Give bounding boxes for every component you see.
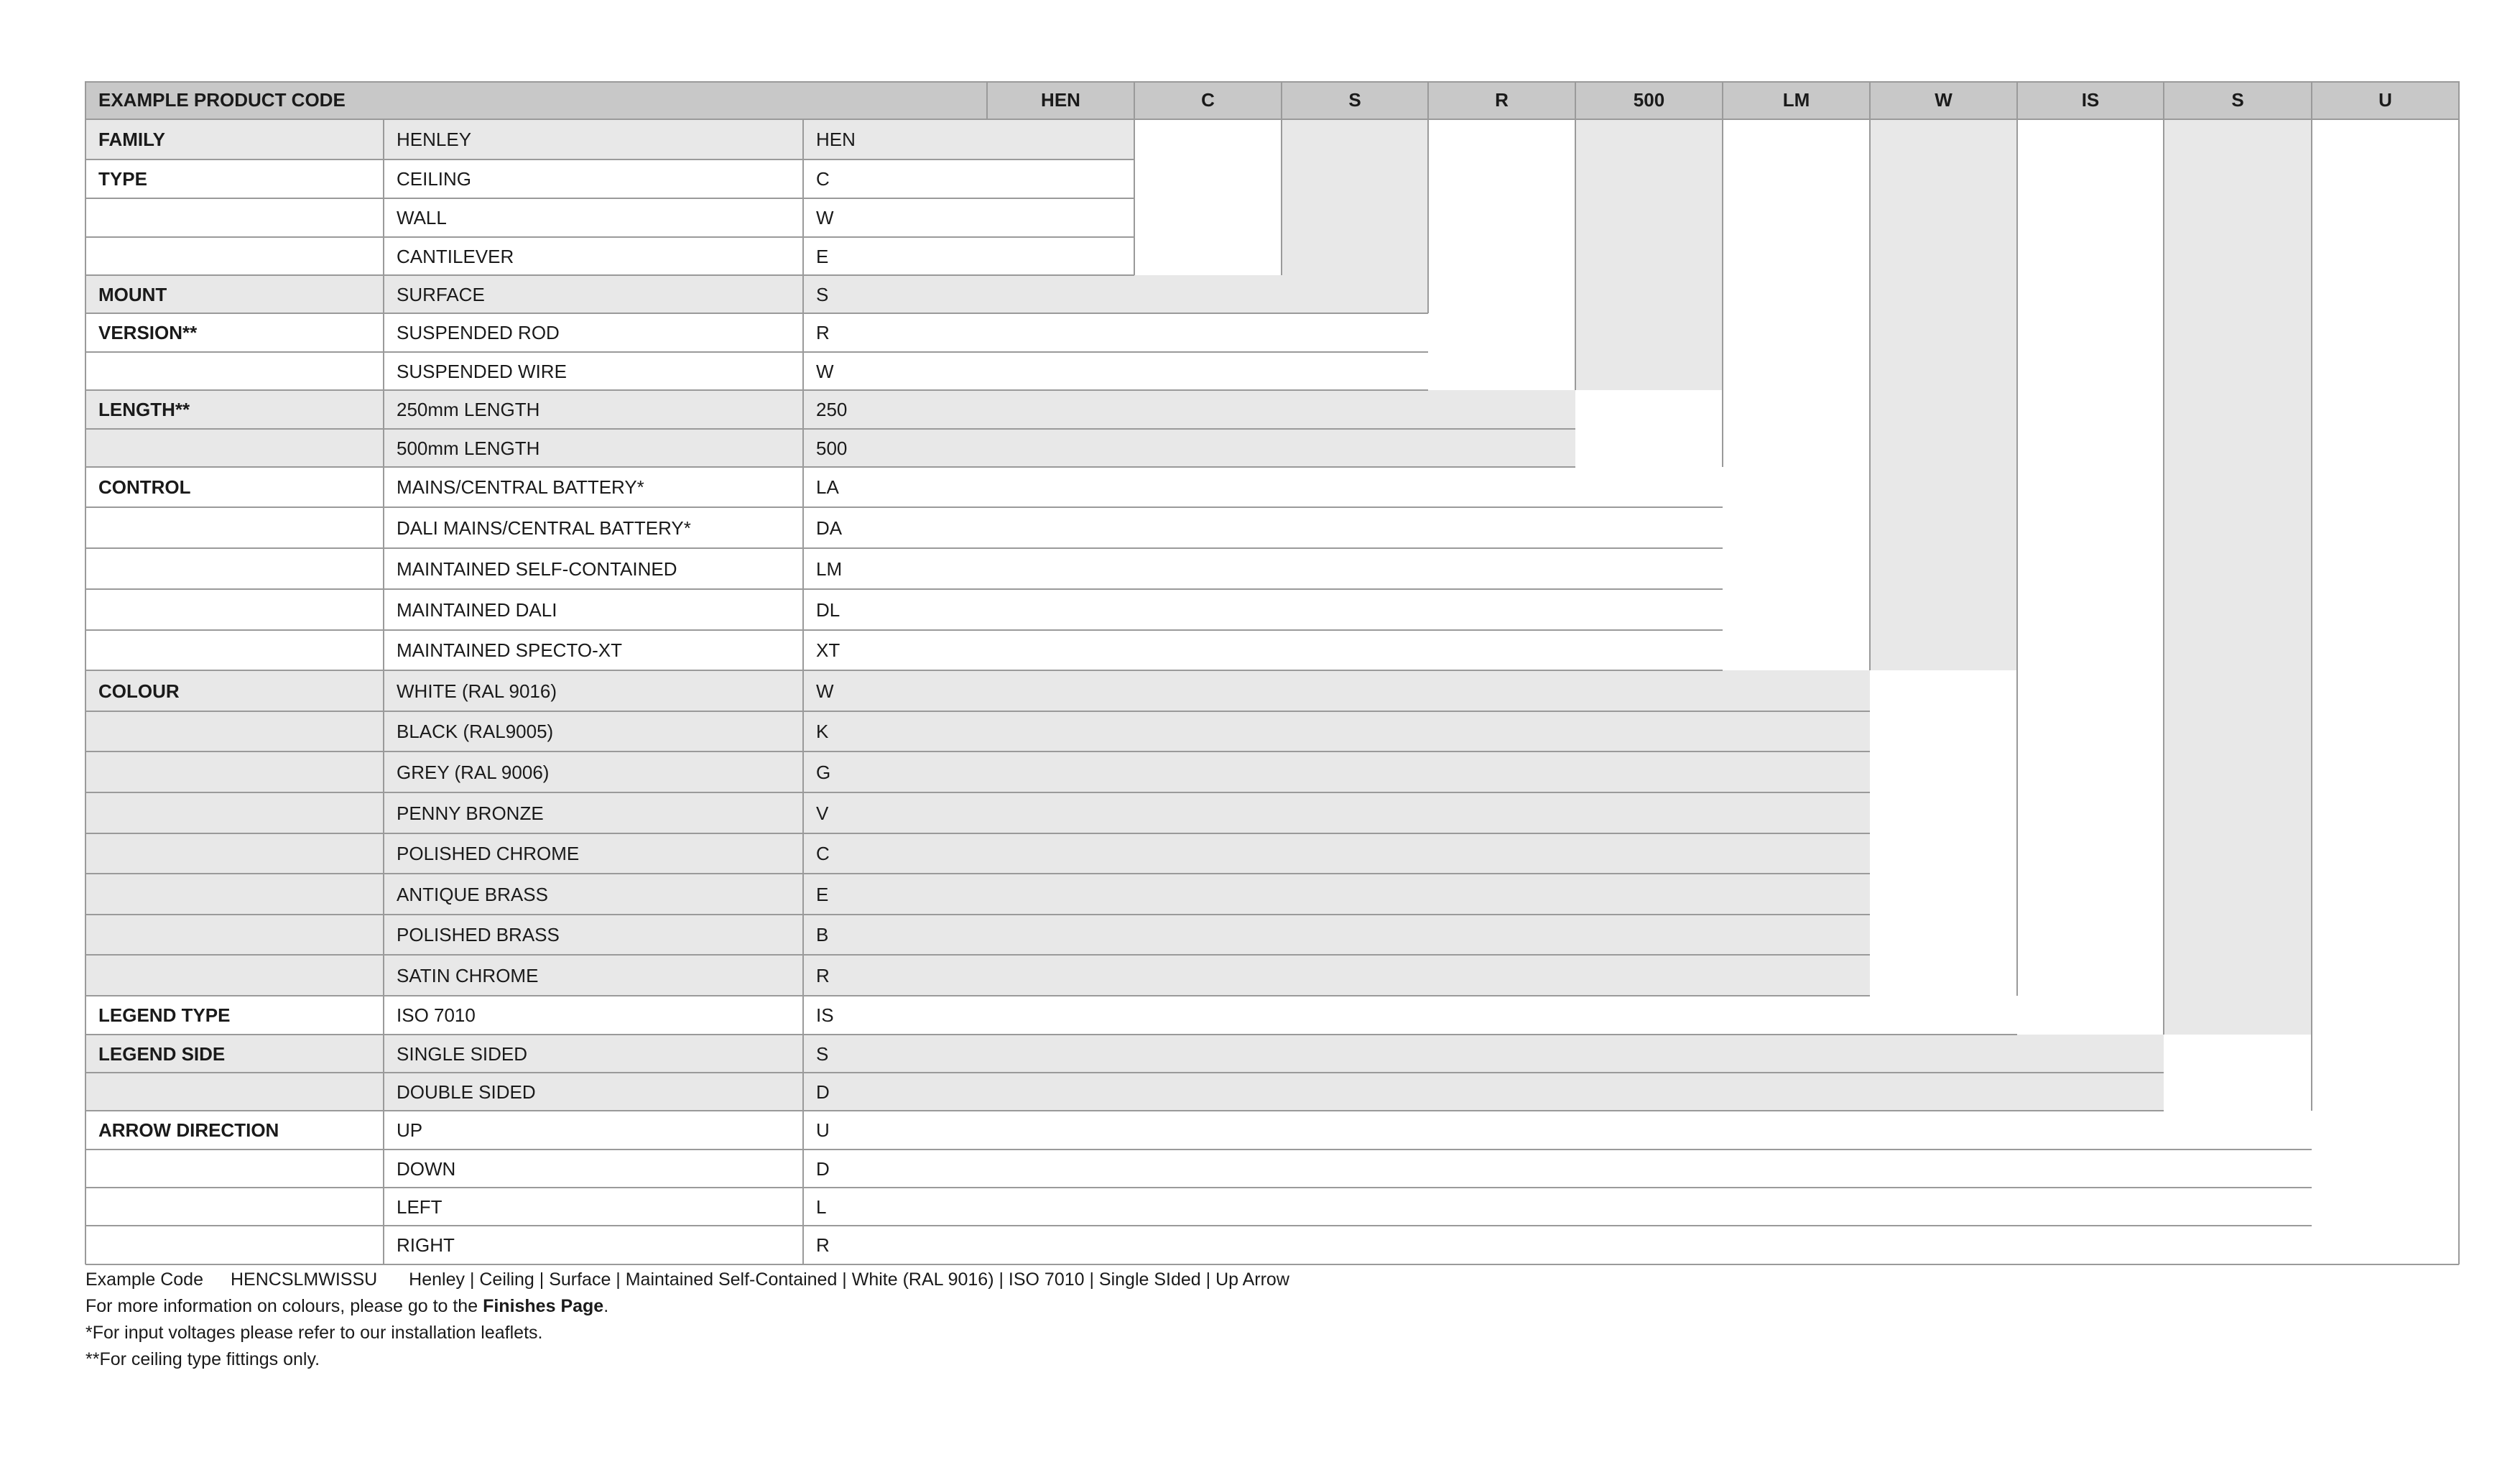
row-option-label: SATIN CHROME <box>397 965 539 986</box>
row-rule <box>85 873 1870 874</box>
row-code-value: D <box>816 1081 830 1103</box>
row-rule <box>85 588 1723 590</box>
row-rule <box>85 792 1870 793</box>
code-column-band <box>1575 119 1723 390</box>
row-band <box>85 119 1134 159</box>
row-option-label: CEILING <box>397 168 472 190</box>
row-option-label: POLISHED CHROME <box>397 843 580 864</box>
row-code-value: LM <box>816 558 843 580</box>
row-rule <box>85 236 1134 238</box>
row-code-value: R <box>816 322 830 343</box>
row-category-label: LENGTH** <box>98 399 190 420</box>
row-rule <box>85 507 1723 508</box>
row-rule <box>85 1149 2312 1150</box>
row-rule <box>85 1225 2312 1226</box>
header-divider <box>1134 81 1135 119</box>
row-band <box>85 915 1870 955</box>
row-option-label: MAINTAINED DALI <box>397 599 557 621</box>
row-band <box>85 275 1428 313</box>
row-code-value: L <box>816 1196 827 1218</box>
row-band <box>85 833 1870 874</box>
row-option-label: UP <box>397 1119 423 1141</box>
row-code-value: U <box>816 1119 830 1141</box>
row-code-value: IS <box>816 1004 834 1026</box>
header-divider <box>1427 81 1429 119</box>
code-column-rule <box>1575 119 1576 390</box>
code-column-rule <box>1722 119 1723 467</box>
header-divider <box>1575 81 1576 119</box>
row-rule <box>85 914 1870 915</box>
row-option-label: HENLEY <box>397 129 472 150</box>
finishes-page-link[interactable]: Finishes Page <box>483 1296 604 1316</box>
row-code-value: S <box>816 284 829 305</box>
header-code-cell: 500 <box>1575 81 1723 119</box>
row-rule <box>85 351 1428 353</box>
header-code-cell: C <box>1134 81 1282 119</box>
row-option-label: ANTIQUE BRASS <box>397 884 548 905</box>
row-category-label: COLOUR <box>98 680 180 702</box>
row-band <box>85 711 1870 751</box>
header-label-cell: EXAMPLE PRODUCT CODE <box>85 81 987 119</box>
example-code-line <box>85 1269 1289 1290</box>
row-option-label: ISO 7010 <box>397 1004 476 1026</box>
code-column-rule <box>2163 119 2164 1035</box>
row-code-value: 500 <box>816 438 848 459</box>
row-rule <box>85 159 1134 160</box>
row-code-value: D <box>816 1158 830 1180</box>
row-code-value: 250 <box>816 399 848 420</box>
row-category-label: TYPE <box>98 168 147 190</box>
finishes-note-text: For more information on colours, please go to the <box>85 1296 483 1316</box>
row-option-label: WALL <box>397 207 447 228</box>
header-code-cell: S <box>1282 81 1428 119</box>
row-category-label: FAMILY <box>98 129 165 150</box>
header-divider <box>2163 81 2164 119</box>
row-category-label: CONTROL <box>98 476 191 498</box>
row-category-label: VERSION** <box>98 322 198 343</box>
row-rule <box>85 1072 2164 1073</box>
code-column-rule <box>2016 119 2018 996</box>
row-code-value: HEN <box>816 129 856 150</box>
row-rule <box>85 313 1428 314</box>
header-code-cell: HEN <box>987 81 1134 119</box>
row-option-label: SUSPENDED ROD <box>397 322 560 343</box>
row-option-label: DOWN <box>397 1158 456 1180</box>
code-column-band <box>1870 119 2017 670</box>
row-code-value: DA <box>816 517 843 539</box>
row-code-value: XT <box>816 639 840 661</box>
table-right-rule <box>2458 81 2460 1264</box>
row-rule <box>85 1187 2312 1188</box>
row-code-value: V <box>816 802 829 824</box>
row-rule <box>85 711 1870 712</box>
example-code-label: Example Code <box>85 1269 203 1290</box>
row-code-value: E <box>816 246 829 267</box>
row-option-label: SINGLE SIDED <box>397 1043 528 1065</box>
row-option-label: POLISHED BRASS <box>397 924 560 945</box>
row-option-label: GREY (RAL 9006) <box>397 762 550 783</box>
row-rule <box>85 629 1723 631</box>
row-code-value: E <box>816 884 829 905</box>
row-category-label: ARROW DIRECTION <box>98 1119 279 1141</box>
row-code-value: W <box>816 207 834 228</box>
row-category-label: LEGEND SIDE <box>98 1043 226 1065</box>
code-column-band <box>1282 119 1428 275</box>
code-column-rule <box>1869 119 1871 670</box>
ceiling-note: **For ceiling type fittings only. <box>85 1349 320 1369</box>
row-band <box>85 751 1870 792</box>
row-band <box>85 955 1870 996</box>
row-option-label: WHITE (RAL 9016) <box>397 680 557 702</box>
row-band <box>85 792 1870 833</box>
header-code-cell: U <box>2312 81 2459 119</box>
row-code-value: LA <box>816 476 839 498</box>
header-bottom-rule <box>85 119 2459 120</box>
header-divider <box>1869 81 1871 119</box>
row-code-value: K <box>816 721 829 742</box>
row-rule <box>85 833 1870 834</box>
column-rule <box>802 119 804 1264</box>
row-option-label: MAINS/CENTRAL BATTERY* <box>397 476 644 498</box>
header-code-cell: LM <box>1723 81 1870 119</box>
row-code-value: R <box>816 1234 830 1256</box>
finishes-note <box>85 1296 608 1317</box>
row-rule <box>85 995 1870 996</box>
row-rule <box>85 1110 2164 1111</box>
example-code-description: Henley | Ceiling | Surface | Maintained Self-Contained | White (RAL 9016) | ISO 7010 | Single SIded | Up Arrow <box>409 1269 1289 1290</box>
header-divider <box>986 81 988 119</box>
header-divider <box>2016 81 2018 119</box>
row-rule <box>85 466 1575 468</box>
column-rule <box>383 119 384 1264</box>
row-category-label: LEGEND TYPE <box>98 1004 231 1026</box>
header-code-cell: S <box>2164 81 2312 119</box>
header-code-cell: IS <box>2017 81 2164 119</box>
row-option-label: 500mm LENGTH <box>397 438 540 459</box>
row-option-label: LEFT <box>397 1196 443 1218</box>
row-code-value: W <box>816 680 834 702</box>
row-code-value: C <box>816 843 830 864</box>
row-rule <box>85 1034 2017 1035</box>
code-column-band <box>2164 119 2312 1035</box>
code-column-rule <box>1427 119 1429 313</box>
row-option-label: BLACK (RAL9005) <box>397 721 554 742</box>
row-option-label: DOUBLE SIDED <box>397 1081 536 1103</box>
code-column-rule <box>1281 119 1282 275</box>
header-code-cell: W <box>1870 81 2017 119</box>
row-rule <box>85 547 1723 549</box>
row-code-value: C <box>816 168 830 190</box>
row-option-label: 250mm LENGTH <box>397 399 540 420</box>
header-code-cell: R <box>1428 81 1575 119</box>
code-column-rule <box>2311 119 2312 1111</box>
row-band <box>85 874 1870 915</box>
row-rule <box>85 670 1723 671</box>
row-code-value: DL <box>816 599 840 621</box>
finishes-note-suffix: . <box>603 1296 609 1316</box>
row-rule <box>85 428 1575 430</box>
row-rule <box>85 1264 2312 1265</box>
code-column-rule <box>1134 119 1135 275</box>
row-option-label: MAINTAINED SPECTO-XT <box>397 639 622 661</box>
row-option-label: RIGHT <box>397 1234 455 1256</box>
voltage-note: *For input voltages please refer to our installation leaflets. <box>85 1323 543 1343</box>
row-rule <box>85 389 1428 391</box>
header-divider <box>1722 81 1723 119</box>
row-option-label: SUSPENDED WIRE <box>397 361 567 382</box>
row-band <box>85 670 1870 711</box>
row-rule <box>85 954 1870 956</box>
table-bottom-rule <box>2312 1264 2459 1265</box>
row-code-value: B <box>816 924 829 945</box>
table-left-rule <box>85 81 86 1264</box>
row-option-label: MAINTAINED SELF-CONTAINED <box>397 558 677 580</box>
header-divider <box>2311 81 2312 119</box>
row-code-value: G <box>816 762 831 783</box>
row-rule <box>85 751 1870 752</box>
row-code-value: S <box>816 1043 829 1065</box>
row-option-label: SURFACE <box>397 284 485 305</box>
row-option-label: DALI MAINS/CENTRAL BATTERY* <box>397 517 691 539</box>
row-rule <box>85 198 1134 199</box>
header-divider <box>1281 81 1282 119</box>
row-code-value: R <box>816 965 830 986</box>
row-option-label: CANTILEVER <box>397 246 514 267</box>
row-category-label: MOUNT <box>98 284 167 305</box>
row-code-value: W <box>816 361 834 382</box>
header-top-rule <box>85 81 2459 83</box>
row-option-label: PENNY BRONZE <box>397 802 544 824</box>
row-rule <box>85 274 1134 276</box>
example-code-value: HENCSLMWISSU <box>230 1269 378 1290</box>
